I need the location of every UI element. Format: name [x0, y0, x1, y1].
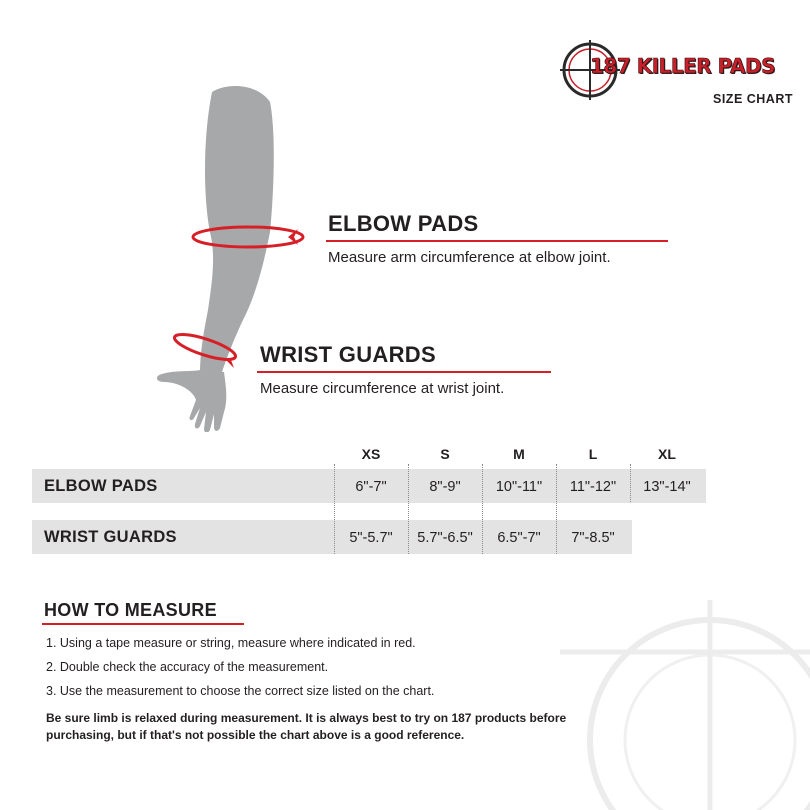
table-cell: 5"-5.7": [349, 530, 393, 546]
table-cell: 13"-14": [643, 479, 691, 495]
column-separator: [482, 464, 483, 554]
size-chart-label: SIZE CHART: [713, 92, 793, 106]
column-separator: [556, 464, 557, 554]
size-header-xs: XS: [361, 446, 381, 462]
elbow-pads-title: ELBOW PADS: [328, 211, 479, 236]
crosshair-watermark-icon: [560, 590, 810, 810]
table-cell: 6.5"-7": [497, 530, 541, 546]
size-header-s: S: [440, 446, 450, 462]
measurement-note: Be sure limb is relaxed during measurement. It is always best to try on 187 products before purchasing, but if that's not possible the chart above is a good reference.: [46, 711, 567, 742]
how-to-measure-title: HOW TO MEASURE: [44, 600, 217, 620]
table-cell: 10"-11": [495, 479, 543, 495]
elbow-pads-description: Measure arm circumference at elbow joint.: [328, 249, 611, 266]
column-separator: [408, 464, 409, 554]
table-cell: 11"-12": [569, 479, 617, 495]
elbow-divider: [326, 240, 668, 242]
wrist-guards-description: Measure circumference at wrist joint.: [260, 380, 505, 397]
table-cell: 6"-7": [355, 479, 387, 495]
row-label-wrist: WRIST GUARDS: [44, 528, 177, 546]
size-header-m: M: [513, 446, 525, 462]
size-header-xl: XL: [658, 446, 676, 462]
instruction-step: 3. Use the measurement to choose the correct size listed on the chart.: [46, 684, 435, 698]
how-to-measure-divider: [42, 623, 244, 625]
row-label-elbow: ELBOW PADS: [44, 477, 158, 495]
table-cell: 8"-9": [429, 479, 461, 495]
instruction-step: 1. Using a tape measure or string, measure where indicated in red.: [46, 636, 416, 650]
wrist-guards-title: WRIST GUARDS: [260, 342, 436, 367]
column-separator: [334, 464, 335, 554]
table-cell: 5.7"-6.5": [417, 530, 473, 546]
brand-name: 187 KILLER PADS: [590, 54, 775, 78]
size-header-l: L: [588, 446, 598, 462]
column-separator: [630, 464, 631, 502]
brand-logo: [560, 40, 795, 106]
instruction-step: 2. Double check the accuracy of the measurement.: [46, 660, 329, 674]
wrist-divider: [257, 371, 551, 373]
table-cell: 7"-8.5": [571, 530, 615, 546]
